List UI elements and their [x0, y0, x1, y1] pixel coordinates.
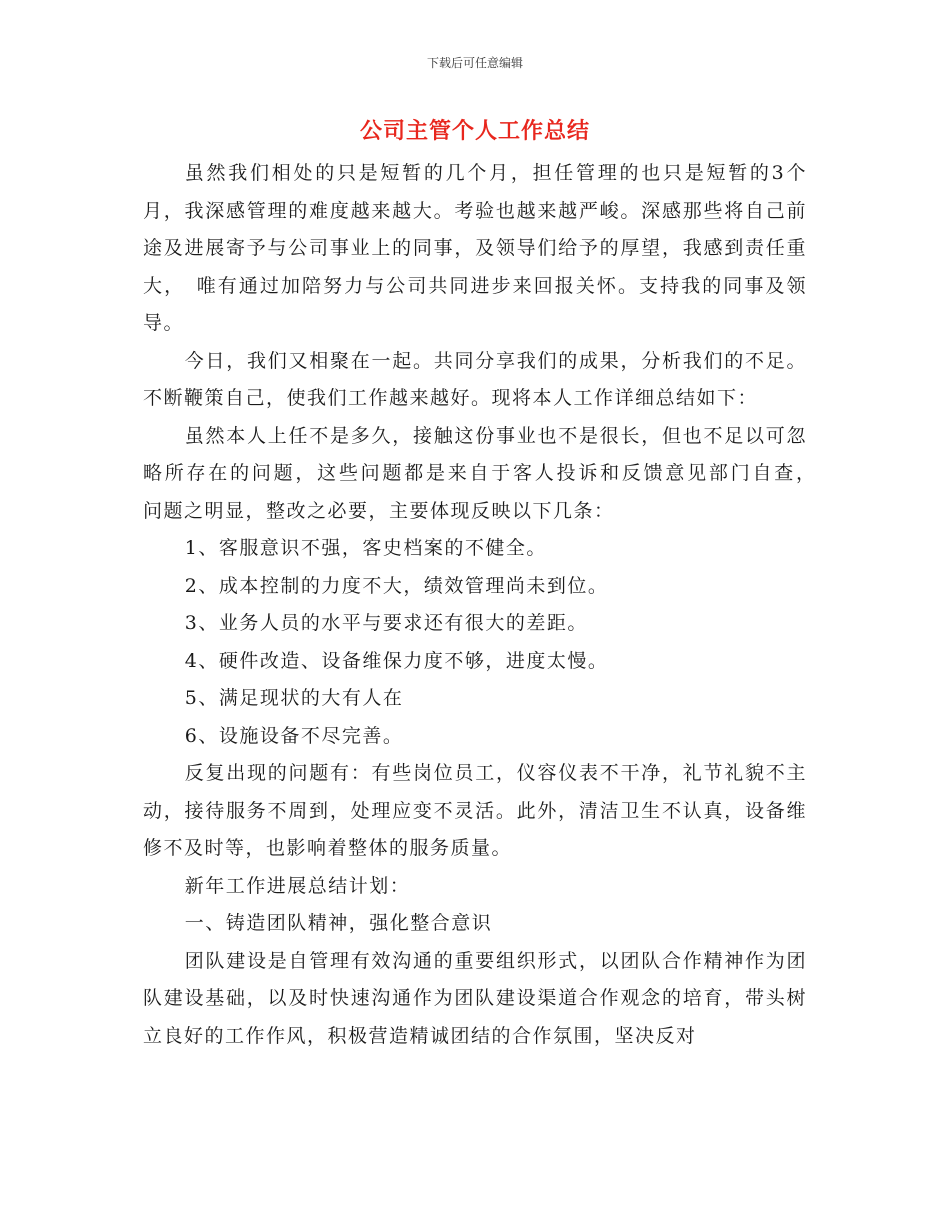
- list-item: 5、满足现状的大有人在: [184, 687, 404, 709]
- list-item: 1、客服意识不强，客史档案的不健全。: [184, 537, 547, 559]
- list-item: 3、业务人员的水平与要求还有很大的差距。: [184, 612, 588, 634]
- list-item: 4、硬件改造、设备维保力度不够，进度太慢。: [184, 649, 609, 672]
- list-item: 6、设施设备不尽完善。: [184, 724, 404, 747]
- paragraph-gathering: 今日，我们又相聚在一起。共同分享我们的成果，分析我们的不足。不断鞭策自己，使我们工作越来越好。现将本人工作详细总结如下：: [143, 349, 807, 409]
- list-item: 2、成本控制的力度不大，绩效管理尚未到位。: [184, 574, 609, 597]
- section-heading-team: 一、铸造团队精神，强化整合意识: [184, 912, 493, 934]
- header-note: 下载后可任意编辑: [426, 56, 523, 70]
- paragraph-plan-heading: 新年工作进展总结计划：: [184, 874, 411, 897]
- paragraph-intro: 虽然我们相处的只是短暂的几个月，担任管理的也只是短暂的3个月，我深感管理的难度越来越大。考验也越来越严峻。深感那些将自己前途及进展寄予与公司事业上的同事，及领导们给予的厚望，我感到责任重大， 唯有通过加陪努力与公司共同进步来回报关怀。支持我的同事及领导。: [143, 162, 807, 334]
- document-body: [143, 155, 828, 1055]
- paragraph-team-building: 团队建设是自管理有效沟通的重要组织形式，以团队合作精神作为团队建设基础，以及时快速沟通作为团队建设渠道合作观念的培育，带头树立良好的工作作风，积极营造精诚团结的合作氛围，坚决反对: [143, 949, 807, 1047]
- document-title: 公司主管个人工作总结: [359, 119, 590, 144]
- paragraph-recurring-issues: 反复出现的问题有：有些岗位员工，仪容仪表不干净，礼节礼貌不主动，接待服务不周到，处理应变不灵活。此外，清洁卫生不认真，设备维修不及时等，也影响着整体的服务质量。: [143, 762, 807, 859]
- paragraph-problems: 虽然本人上任不是多久，接触这份事业也不是很长，但也不足以可忽略所存在的问题，这些问题都是来自于客人投诉和反馈意见部门自查， 问题之明显，整改之必要，主要体现反映以下几条：: [143, 424, 828, 522]
